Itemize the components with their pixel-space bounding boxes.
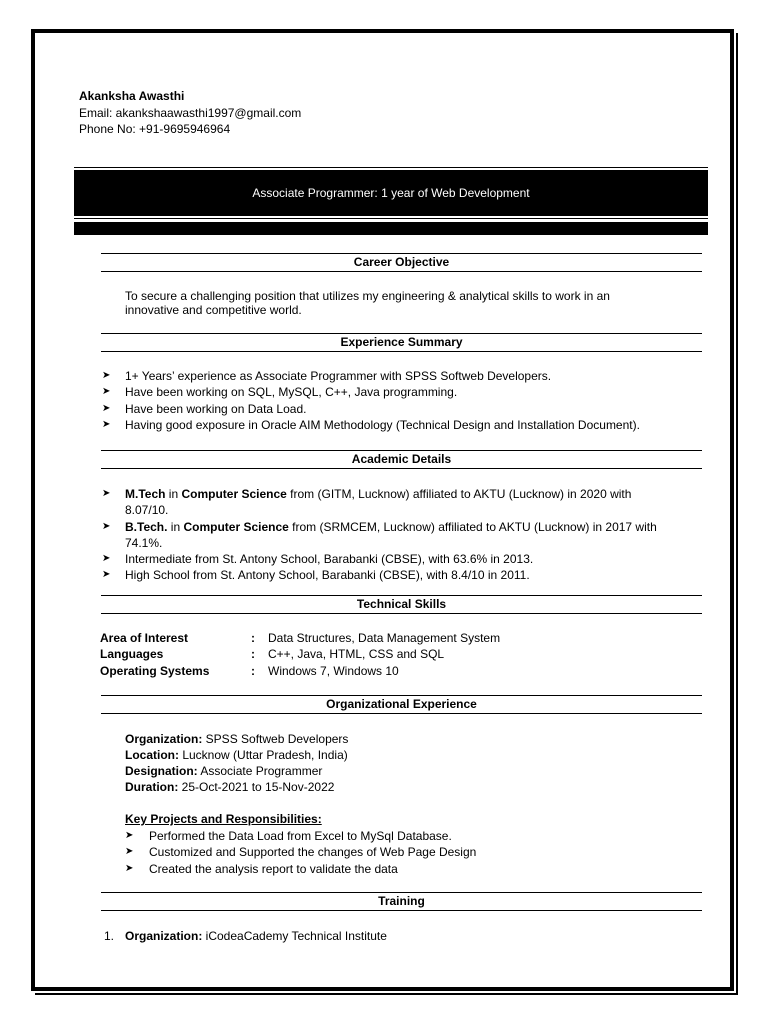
skill-row: Area of Interest : Data Structures, Data Management System — [100, 631, 501, 645]
email-line: Email: akankshaawasthi1997@gmail.com — [79, 106, 302, 120]
key-projects-title: Key Projects and Responsibilities: — [125, 812, 322, 826]
skill-row: Operating Systems : Windows 7, Windows 10 — [100, 663, 399, 678]
organization-details — [125, 731, 348, 795]
arrowhead-bullet-icon: ➤ — [102, 520, 111, 532]
candidate-name: Akanksha Awasthi — [79, 89, 185, 103]
list-item: ➤ Have been working on Data Load. — [102, 401, 307, 416]
arrowhead-bullet-icon: ➤ — [102, 386, 111, 398]
section-title-technical-skills: Technical Skills — [101, 595, 702, 614]
list-item: ➤ Created the analysis report to validate the data — [125, 861, 398, 876]
location-line: Location: Lucknow (Uttar Pradesh, India) — [125, 748, 348, 762]
arrowhead-bullet-icon: ➤ — [102, 418, 111, 430]
list-item: ➤ Have been working on SQL, MySQL, C++, Java programming. — [102, 385, 458, 400]
career-objective-line-2: innovative and competitive world. — [125, 303, 302, 317]
section-title-organizational-experience: Organizational Experience — [101, 695, 702, 714]
phone-line: Phone No: +91-9695946964 — [79, 122, 231, 136]
career-objective-text — [125, 289, 685, 317]
arrowhead-bullet-icon: ➤ — [102, 553, 111, 565]
arrowhead-bullet-icon: ➤ — [125, 862, 134, 874]
arrowhead-bullet-icon: ➤ — [102, 488, 111, 499]
section-title-training: Training — [101, 892, 702, 911]
arrowhead-bullet-icon: ➤ — [102, 569, 111, 581]
list-item: ➤ B.Tech. in Computer Science from (SRMCEM, Lucknow) affiliated to AKTU (Lucknow) in 2017 with 74.1%. — [102, 519, 657, 550]
training-item: 1. Organization: iCodeaCademy Technical Institute — [104, 929, 387, 943]
arrowhead-bullet-icon: ➤ — [125, 846, 134, 858]
section-title-experience-summary: Experience Summary — [101, 333, 702, 352]
list-item: ➤ Customized and Supported the changes of Web Page Design — [125, 845, 477, 860]
headline-text: Associate Programmer: 1 year of Web Development — [252, 186, 530, 200]
designation-line: Designation: Associate Programmer — [125, 764, 323, 778]
headline-banner — [74, 170, 708, 216]
banner-bottom-rule — [74, 218, 708, 219]
experience-summary-list — [101, 368, 706, 433]
key-projects-list — [125, 828, 695, 877]
organization-line: Organization: SPSS Softweb Developers — [125, 732, 349, 746]
arrowhead-bullet-icon: ➤ — [125, 830, 134, 841]
list-item: ➤ Having good exposure in Oracle AIM Methodology (Technical Design and Installation Document). — [102, 417, 640, 432]
list-item: ➤ Intermediate from St. Antony School, Barabanki (CBSE), with 63.6% in 2013. — [102, 552, 534, 567]
banner-underbar — [74, 222, 708, 235]
academic-list — [101, 486, 706, 584]
section-title-academic-details: Academic Details — [101, 450, 702, 469]
section-title-career-objective: Career Objective — [101, 253, 702, 272]
technical-skills-table — [100, 630, 500, 679]
arrowhead-bullet-icon: ➤ — [102, 370, 111, 381]
list-item: ➤ High School from St. Antony School, Barabanki (CBSE), with 8.4/10 in 2011. — [102, 568, 530, 583]
duration-line: Duration: 25-Oct-2021 to 15-Nov-2022 — [125, 780, 335, 794]
list-item: ➤ M.Tech in Computer Science from (GITM, Lucknow) affiliated to AKTU (Lucknow) in 2020 with 8.07/10. — [102, 487, 632, 518]
arrowhead-bullet-icon: ➤ — [102, 402, 111, 414]
banner-top-rule — [74, 167, 708, 168]
list-item: ➤ 1+ Years’ experience as Associate Programmer with SPSS Softweb Developers. — [102, 369, 552, 383]
list-item: ➤ Performed the Data Load from Excel to MySql Database. — [125, 829, 452, 843]
skill-row: Languages : C++, Java, HTML, CSS and SQL — [100, 647, 445, 662]
career-objective-line-1: To secure a challenging position that utilizes my engineering & analytical skills to work in an — [125, 289, 610, 303]
